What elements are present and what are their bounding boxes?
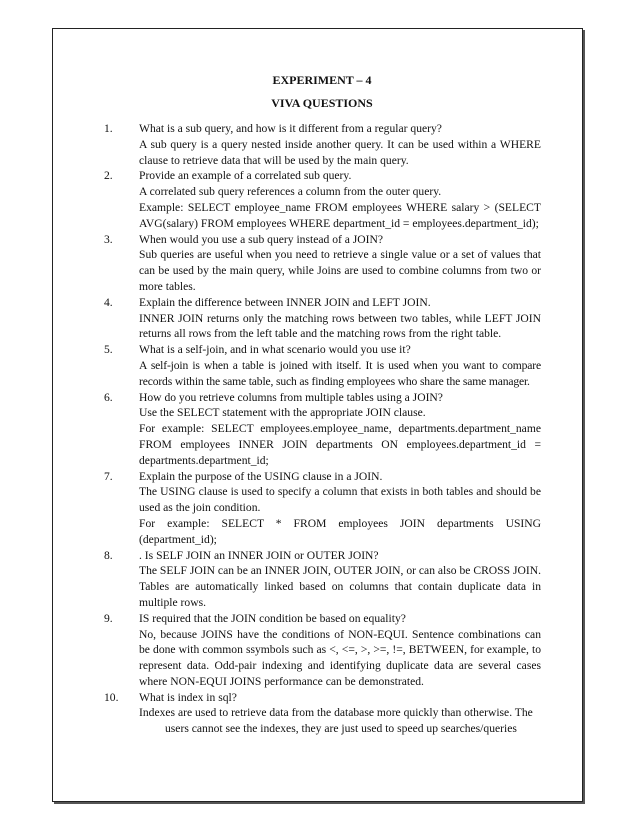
question-item (0, 168, 638, 231)
question-item (0, 342, 638, 389)
question-item (0, 295, 638, 342)
answer-text: Use the SELECT statement with the appropriate JOIN clause. (139, 406, 426, 420)
question-number: 5. (104, 343, 113, 357)
question-text: What is a self-join, and in what scenario would you use it? (139, 343, 411, 357)
question-text: When would you use a sub query instead of a JOIN? (139, 232, 384, 246)
question-list (0, 121, 638, 737)
answer-text: Indexes are used to retrieve data from the database more quickly than otherwise. The (139, 706, 533, 720)
question-number: 8. (104, 548, 113, 562)
question-text: Explain the difference between INNER JOIN and LEFT JOIN. (139, 295, 431, 309)
question-text: . Is SELF JOIN an INNER JOIN or OUTER JOIN? (139, 548, 379, 562)
question-item (0, 690, 638, 737)
question-text: How do you retrieve columns from multiple tables using a JOIN? (139, 390, 443, 404)
experiment-title: EXPERIMENT – 4 (272, 73, 372, 87)
question-number: 9. (104, 611, 113, 625)
question-number: 3. (104, 232, 113, 246)
question-item (0, 390, 638, 469)
answer-text-continued: users cannot see the indexes, they are just used to speed up searches/queries (165, 722, 517, 736)
answer-example: For example: SELECT employees.employee_name, departments.department_name FROM employees INNER JOIN departments ON employees.department_id = departments.department_id; (139, 422, 541, 467)
question-item (0, 611, 638, 690)
question-number: 10. (104, 690, 119, 704)
question-text: What is index in sql? (139, 690, 237, 704)
question-text: What is a sub query, and how is it different from a regular query? (139, 122, 442, 135)
answer-example: For example: SELECT * FROM employees JOIN departments USING (department_id); (139, 516, 541, 546)
question-item (0, 121, 638, 168)
answer-text: A self-join is when a table is joined with itself. It is used when you want to compare records within the same table, such as finding employees who share the same manager. (139, 358, 541, 388)
question-text: IS required that the JOIN condition be based on equality? (139, 611, 406, 625)
question-item (0, 469, 638, 548)
answer-text: The SELF JOIN can be an INNER JOIN, OUTER JOIN, or can also be CROSS JOIN. Tables are automatically linked based on columns that contain duplicate data in multiple rows. (139, 564, 541, 609)
answer-example: Example: SELECT employee_name FROM employees WHERE salary > (SELECT AVG(salary) FROM employees WHERE department_id = employees.department_id); (139, 200, 541, 230)
question-number: 6. (104, 390, 113, 404)
answer-text: No, because JOINS have the conditions of NON-EQUI. Sentence combinations can be done with common ssymbols such as <, <=, >, >=, !=, BETWEEN, for example, to represent data. Odd-pair indexing and identifying duplicate data are several cases where NON-EQUI JOINS performance can be demonstrated. (139, 627, 541, 688)
answer-text: A correlated sub query references a column from the outer query. (139, 185, 442, 199)
question-text: Provide an example of a correlated sub query. (139, 169, 352, 183)
question-number: 1. (104, 122, 113, 135)
question-number: 2. (104, 169, 113, 183)
answer-text: The USING clause is used to specify a column that exists in both tables and should be used as the join condition. (139, 485, 541, 515)
question-text: Explain the purpose of the USING clause in a JOIN. (139, 469, 383, 483)
answer-text: A sub query is a query nested inside another query. It can be used within a WHERE clause to retrieve data that will be used by the main query. (139, 137, 541, 167)
question-number: 7. (104, 469, 113, 483)
question-number: 4. (104, 295, 113, 309)
viva-questions-heading: VIVA QUESTIONS (271, 96, 373, 110)
question-item (0, 232, 638, 295)
answer-text: INNER JOIN returns only the matching rows between two tables, while LEFT JOIN returns all rows from the left table and the matching rows from the right table. (139, 311, 541, 341)
question-item (0, 548, 638, 611)
answer-text: Sub queries are useful when you need to retrieve a single value or a set of values that can be used by the main query, while Joins are used to combine columns from two or more tables. (139, 248, 541, 293)
